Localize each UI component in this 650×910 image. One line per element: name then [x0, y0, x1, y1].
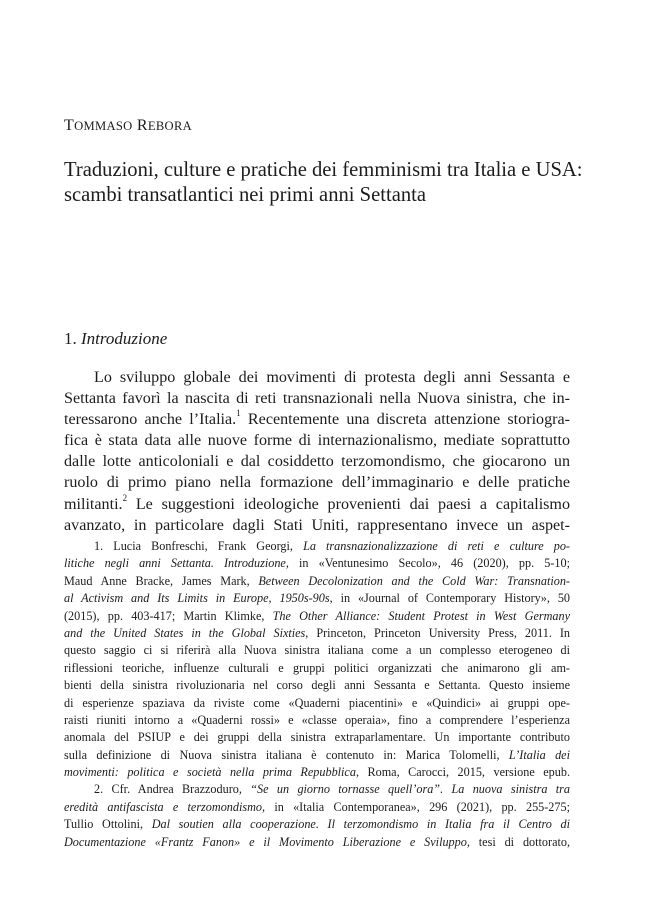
note-italic: “Se un giorno tornasse quell’ora”. La nuova sinistra tra: [250, 782, 570, 797]
footnote-line: [64, 538, 570, 555]
body-line: Settanta favorì la nascita di reti transnazionali nella Nuova sinistra, che in-: [64, 390, 570, 408]
section-name: Introduzione: [81, 329, 168, 348]
note-text: , Princeton, Princeton University Press, 2011. In: [305, 625, 570, 640]
note-text: , in «Italia Contemporanea», 296 (2021), pp. 255-275;: [262, 799, 570, 814]
body-text: teressarono anche l’Italia.: [64, 411, 237, 429]
note-italic: eredità antifascista e terzomondismo: [64, 799, 262, 814]
footnote-line: [64, 816, 570, 833]
footnote-line: [64, 799, 570, 816]
footnote-line: [64, 608, 570, 625]
note-italic: L’Italia dei: [508, 747, 570, 762]
footnote-line: bienti della sinistra rivoluzionaria nel corso degli anni Sessanta e Settanta. Questo insieme: [64, 678, 570, 693]
footnote-line: [64, 573, 570, 590]
footnotes: [64, 538, 570, 851]
note-italic: Dal soutien alla cooperazione. Il terzomondismo in Italia fra il Centro di: [151, 817, 571, 832]
footnote-ref: 2: [122, 492, 128, 503]
note-italic: La transnazionalizzazione di reti e culture po-: [303, 539, 570, 553]
footnote-ref: 1: [236, 408, 241, 419]
note-text: , tesi di dottorato,: [466, 834, 571, 849]
body-line: ruolo di primo piano nella formazione dell’immaginario e delle pratiche: [64, 474, 570, 492]
body-line: avanzato, in particolare dagli Stati Uniti, rappresentano invece un aspet-: [64, 516, 570, 534]
note-italic: The Other Alliance: Student Protest in West Germany: [272, 608, 570, 623]
footnote-line: [64, 590, 570, 607]
section-heading: [64, 329, 167, 349]
body-text: Le suggestioni ideologiche provenienti dai paesi a capitalismo: [127, 495, 570, 513]
note-italic: Between Decolonization and the Cold War: Transnation-: [258, 573, 570, 588]
footnote-line: [64, 834, 570, 851]
footnote-line: questo saggio ci si riferirà alla Nuova sinistra italiana come a un complesso eterogeneo di: [64, 643, 570, 658]
note-text: Maud Anne Bracke, James Mark,: [64, 573, 259, 588]
body-line: [64, 409, 570, 430]
author-initial: T: [64, 117, 75, 134]
note-text: (2015), pp. 403-417; Martin Klimke,: [64, 608, 273, 623]
footnote-line: [64, 781, 570, 798]
note-text: , in «Ventunesimo Secolo», 46 (2020), pp. 5-10;: [285, 556, 570, 571]
footnote-line: riflessioni teoriche, influenze culturali e gruppi politici organizzati che animarono gli am-: [64, 660, 570, 675]
note-text: 2. Cfr. Andrea Brazzoduro,: [94, 782, 251, 797]
note-text: 1. Lucia Bonfreschi, Frank Georgi,: [94, 539, 304, 553]
footnote-line: di esperienze spaziava da riviste come «Quaderni piacentini» e «Quindici» ai gruppi ope-: [64, 695, 570, 710]
article-title: [64, 158, 604, 208]
author-name: [64, 117, 192, 135]
footnote-line: [64, 625, 570, 642]
body-line: Lo sviluppo globale dei movimenti di protesta degli anni Sessanta e: [94, 369, 570, 386]
author-smallcaps: OMMASO: [74, 119, 133, 133]
title-line: Traduzioni, culture e pratiche dei femminismi tra Italia e USA:: [64, 159, 583, 181]
note-italic: al Activism and Its Limits in Europe, 1950s-90s: [64, 591, 330, 606]
body-line: dalle lotte anticoloniali e dal cosiddetto terzomondismo, che giocarono un: [64, 453, 570, 471]
note-text: , in «Journal of Contemporary History», 50: [329, 591, 571, 606]
body-paragraph: [64, 367, 570, 536]
footnote-line: anomala del PSIUP e dei gruppi della sinistra extraparlamentare. Un importante contributo: [64, 730, 570, 745]
footnote-line: raisti riuniti intorno a «Quaderni rossi» e «classe operaia», fino a comprendere l’esperienza: [64, 712, 570, 727]
footnote-line: [64, 747, 570, 764]
author-initial: R: [136, 117, 148, 134]
body-text: militanti.: [64, 495, 123, 513]
author-smallcaps: EBORA: [147, 119, 193, 133]
note-text: , Roma, Carocci, 2015, versione epub.: [355, 765, 570, 780]
note-italic: litiche negli anni Settanta. Introduzione: [64, 556, 286, 571]
body-text: Recentemente una discreta attenzione storiogra-: [240, 411, 570, 429]
body-line: fica è stata data alle nuove forme di internazionalismo, mediate soprattutto: [64, 432, 570, 450]
note-italic: and the United States in the Global Sixties: [64, 625, 306, 640]
note-text: sulla definizione di Nuova sinistra italiana è contenuto in: Marica Tolomelli,: [64, 747, 509, 762]
section-number: 1.: [64, 329, 77, 348]
title-line: scambi transatlantici nei primi anni Settanta: [64, 184, 426, 206]
body-line: [64, 494, 570, 515]
footnote-line: [64, 555, 570, 572]
note-text: Tullio Ottolini,: [64, 817, 152, 832]
footnote-line: [64, 764, 570, 781]
note-italic: movimenti: politica e società nella prima Repubblica: [64, 765, 356, 780]
note-italic: Documentazione «Frantz Fanon» e il Movimento Liberazione e Sviluppo: [64, 834, 467, 849]
